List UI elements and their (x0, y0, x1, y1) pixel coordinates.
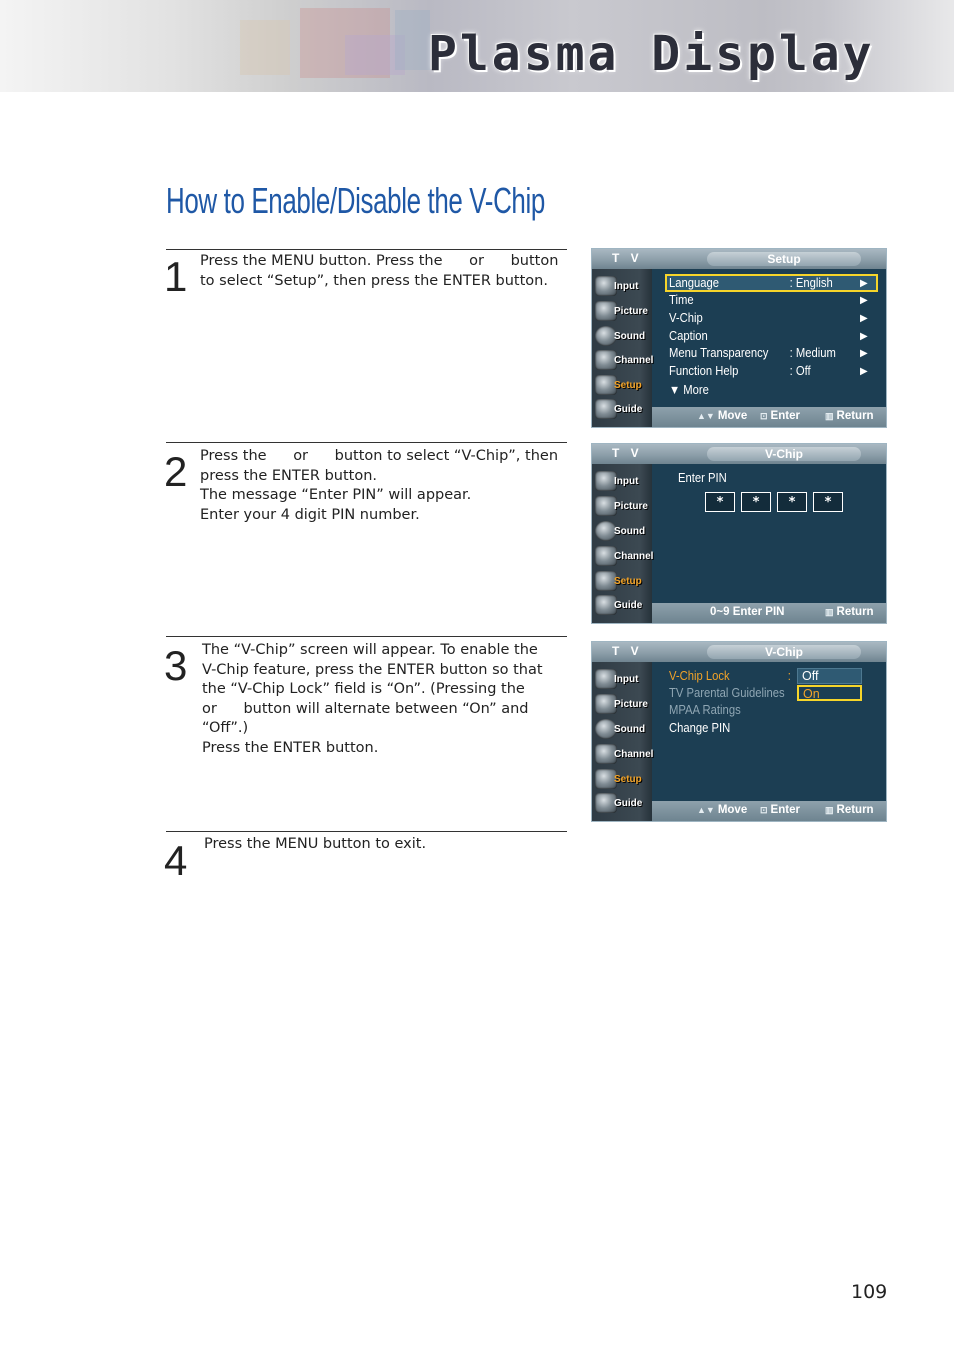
sidebar-item-sound[interactable]: Sound (592, 325, 652, 349)
menu-item-function-help[interactable]: Function Help : Off (669, 364, 811, 378)
menu-item-more[interactable]: ▼ More (669, 383, 709, 397)
pin-digit-field[interactable]: * (813, 492, 843, 512)
sidebar-item-setup[interactable]: Setup (592, 374, 652, 398)
updown-icon: ▲▼ (697, 411, 715, 421)
submenu-arrow-icon: ▶ (860, 295, 868, 306)
step-divider (166, 249, 567, 250)
enter-icon: ⊡ (760, 411, 768, 421)
footer-return: ▥ Return (825, 606, 874, 618)
osd-sidebar (592, 464, 652, 623)
sidebar-item-picture[interactable]: Picture (592, 693, 652, 717)
submenu-arrow-icon: ▶ (860, 278, 868, 289)
page-number: 109 (851, 1281, 888, 1303)
menu-item-menu-transparency[interactable]: Menu Transparency : Medium (669, 346, 836, 360)
menu-icon: ▥ (825, 607, 834, 617)
menu-item-vchip[interactable]: V-Chip (669, 311, 703, 325)
sidebar-item-channel[interactable]: Channel (592, 743, 652, 767)
footer-enter: ⊡ Enter (760, 804, 800, 816)
osd-footer (652, 801, 886, 821)
footer-move: ▲▼ Move (697, 804, 748, 816)
step-number: 2 (164, 448, 188, 495)
updown-icon: ▲▼ (697, 805, 715, 815)
footer-enter: ⊡ Enter (760, 410, 800, 422)
footer-return: ▥ Return (825, 804, 874, 816)
menu-icon: ▥ (825, 411, 834, 421)
submenu-arrow-icon: ▶ (860, 313, 868, 324)
osd-tab-title: V-Chip (707, 447, 861, 461)
osd-sidebar (592, 662, 652, 821)
sidebar-item-channel[interactable]: Channel (592, 349, 652, 373)
step-2-text: Press the or button to select “V-Chip”, then press the ENTER button. The message “Enter PIN” will appear. Enter your 4 digit PIN number. (200, 448, 559, 523)
menu-item-change-pin[interactable]: Change PIN (669, 721, 731, 735)
sidebar-item-picture[interactable]: Picture (592, 300, 652, 324)
sidebar-item-setup[interactable]: Setup (592, 570, 652, 594)
page-title: How to Enable/Disable the V-Chip (166, 180, 545, 221)
footer-enter-pin: 0~9 Enter PIN (710, 606, 785, 618)
submenu-arrow-icon: ▶ (860, 366, 868, 377)
sidebar-item-guide[interactable]: Guide (592, 792, 652, 816)
step-4-text: Press the MENU button to exit. (204, 836, 427, 852)
sidebar-item-input[interactable]: Input (592, 275, 652, 299)
menu-item-language[interactable]: Language : English (669, 276, 833, 290)
osd-tab-title: Setup (707, 252, 861, 266)
menu-item-vchip-lock[interactable]: V-Chip Lock : (669, 669, 791, 683)
pin-digit-field[interactable]: * (741, 492, 771, 512)
osd-footer (652, 603, 886, 623)
osd-header (592, 444, 886, 464)
sidebar-item-input[interactable]: Input (592, 470, 652, 494)
sidebar-item-input[interactable]: Input (592, 668, 652, 692)
pin-digit-field[interactable]: * (705, 492, 735, 512)
banner-deco (240, 20, 290, 75)
menu-item-time[interactable]: Time (669, 293, 694, 307)
footer-move: ▲▼ Move (697, 410, 748, 422)
banner-title: Plasma Display (428, 26, 875, 82)
header-banner (0, 0, 954, 92)
sidebar-item-channel[interactable]: Channel (592, 545, 652, 569)
osd-header (592, 642, 886, 662)
sidebar-item-sound[interactable]: Sound (592, 718, 652, 742)
osd-tab-title: V-Chip (707, 645, 861, 659)
sidebar-item-guide[interactable]: Guide (592, 398, 652, 422)
osd-footer (652, 407, 886, 427)
submenu-arrow-icon: ▶ (860, 348, 868, 359)
osd-source-label: T V (612, 644, 643, 658)
footer-return: ▥ Return (825, 410, 874, 422)
submenu-arrow-icon: ▶ (860, 331, 868, 342)
step-number: 1 (164, 253, 188, 300)
enter-icon: ⊡ (760, 805, 768, 815)
osd-screen-setup (591, 248, 887, 428)
osd-source-label: T V (612, 446, 643, 460)
osd-source-label: T V (612, 251, 643, 265)
osd-screen-enter-pin (591, 443, 887, 624)
enter-pin-label: Enter PIN (678, 471, 727, 485)
banner-deco (395, 10, 430, 70)
step-number: 3 (164, 642, 188, 689)
osd-header (592, 249, 886, 269)
sidebar-item-guide[interactable]: Guide (592, 594, 652, 618)
step-divider (166, 442, 567, 443)
sidebar-item-setup[interactable]: Setup (592, 768, 652, 792)
sidebar-item-sound[interactable]: Sound (592, 520, 652, 544)
step-3-text: The “V-Chip” screen will appear. To enable the V-Chip feature, press the ENTER button so that the “V-Chip Lock” field is “On”. (Pressing the or button will alternate between “On” and “Off”.) Press the ENTER button. (202, 642, 543, 756)
step-1-text: Press the MENU button. Press the or button to select “Setup”, then press the ENTER button. (200, 253, 559, 289)
option-on[interactable]: On (797, 685, 862, 701)
step-number: 4 (164, 837, 188, 884)
menu-item-mpaa-ratings[interactable]: MPAA Ratings (669, 703, 741, 717)
step-divider (166, 636, 567, 637)
osd-screen-vchip (591, 641, 887, 822)
option-off[interactable]: Off (797, 668, 862, 684)
menu-item-caption[interactable]: Caption (669, 329, 708, 343)
menu-item-tv-parental-guidelines[interactable]: TV Parental Guidelines (669, 686, 785, 700)
menu-icon: ▥ (825, 805, 834, 815)
step-divider (166, 831, 567, 832)
osd-sidebar (592, 269, 652, 427)
sidebar-item-picture[interactable]: Picture (592, 495, 652, 519)
pin-digit-field[interactable]: * (777, 492, 807, 512)
